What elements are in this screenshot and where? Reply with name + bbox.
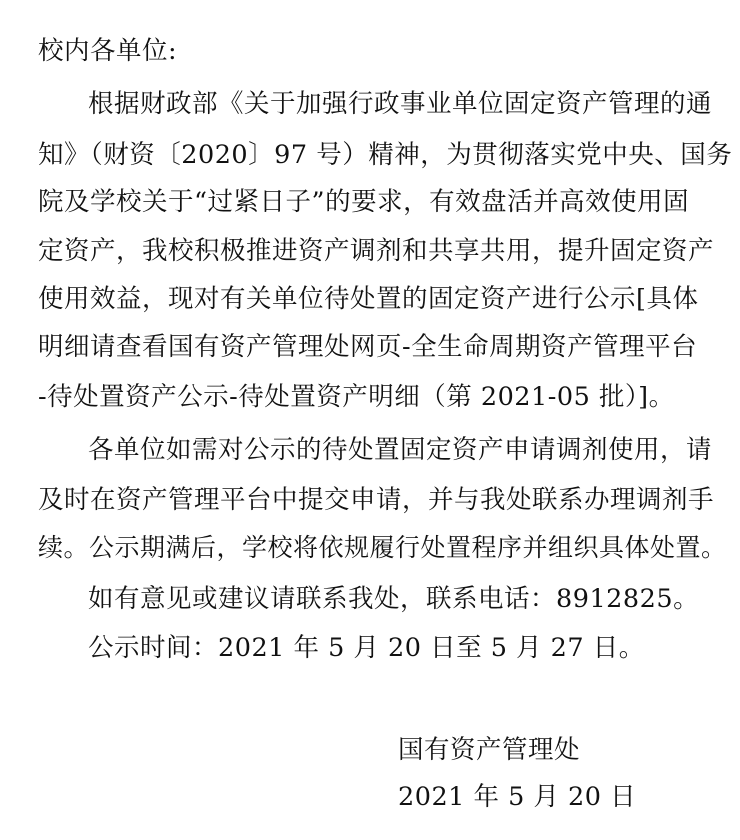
issue-date: 2021 年 5 月 20 日 [398, 782, 637, 812]
paragraph-2-line: 各单位如需对公示的待处置固定资产申请调剂使用，请 [88, 435, 713, 465]
notice-period-line: 公示时间：2021 年 5 月 20 日至 5 月 27 日。 [88, 633, 645, 663]
contact-line: 如有意见或建议请联系我处，联系电话：8912825。 [88, 584, 700, 614]
paragraph-2-line: 续。公示期满后，学校将依规履行处置程序并组织具体处置。 [38, 533, 727, 562]
paragraph-1-line: 根据财政部《关于加强行政事业单位固定资产管理的通 [88, 89, 713, 119]
paragraph-1-line: 定资产，我校积极推进资产调剂和共享共用，提升固定资产 [38, 236, 715, 266]
paragraph-1-line: 明细请查看国有资产管理处网页-全生命周期资产管理平台 [38, 332, 698, 362]
paragraph-1-line: -待处置资产公示-待处置资产明细（第 2021-05 批）]。 [38, 382, 675, 412]
paragraph-1-line: 知》（财资〔2020〕97 号）精神，为贯彻落实党中央、国务 [38, 140, 733, 170]
issuing-office: 国有资产管理处 [398, 735, 581, 765]
paragraph-1-line: 院及学校关于“过紧日子”的要求，有效盘活并高效使用固 [38, 187, 690, 217]
salutation: 校内各单位: [38, 36, 178, 66]
paragraph-1-line: 使用效益，现对有关单位待处置的固定资产进行公示[具体 [38, 284, 699, 314]
paragraph-2-line: 及时在资产管理平台中提交申请，并与我处联系办理调剂手 [38, 485, 715, 515]
